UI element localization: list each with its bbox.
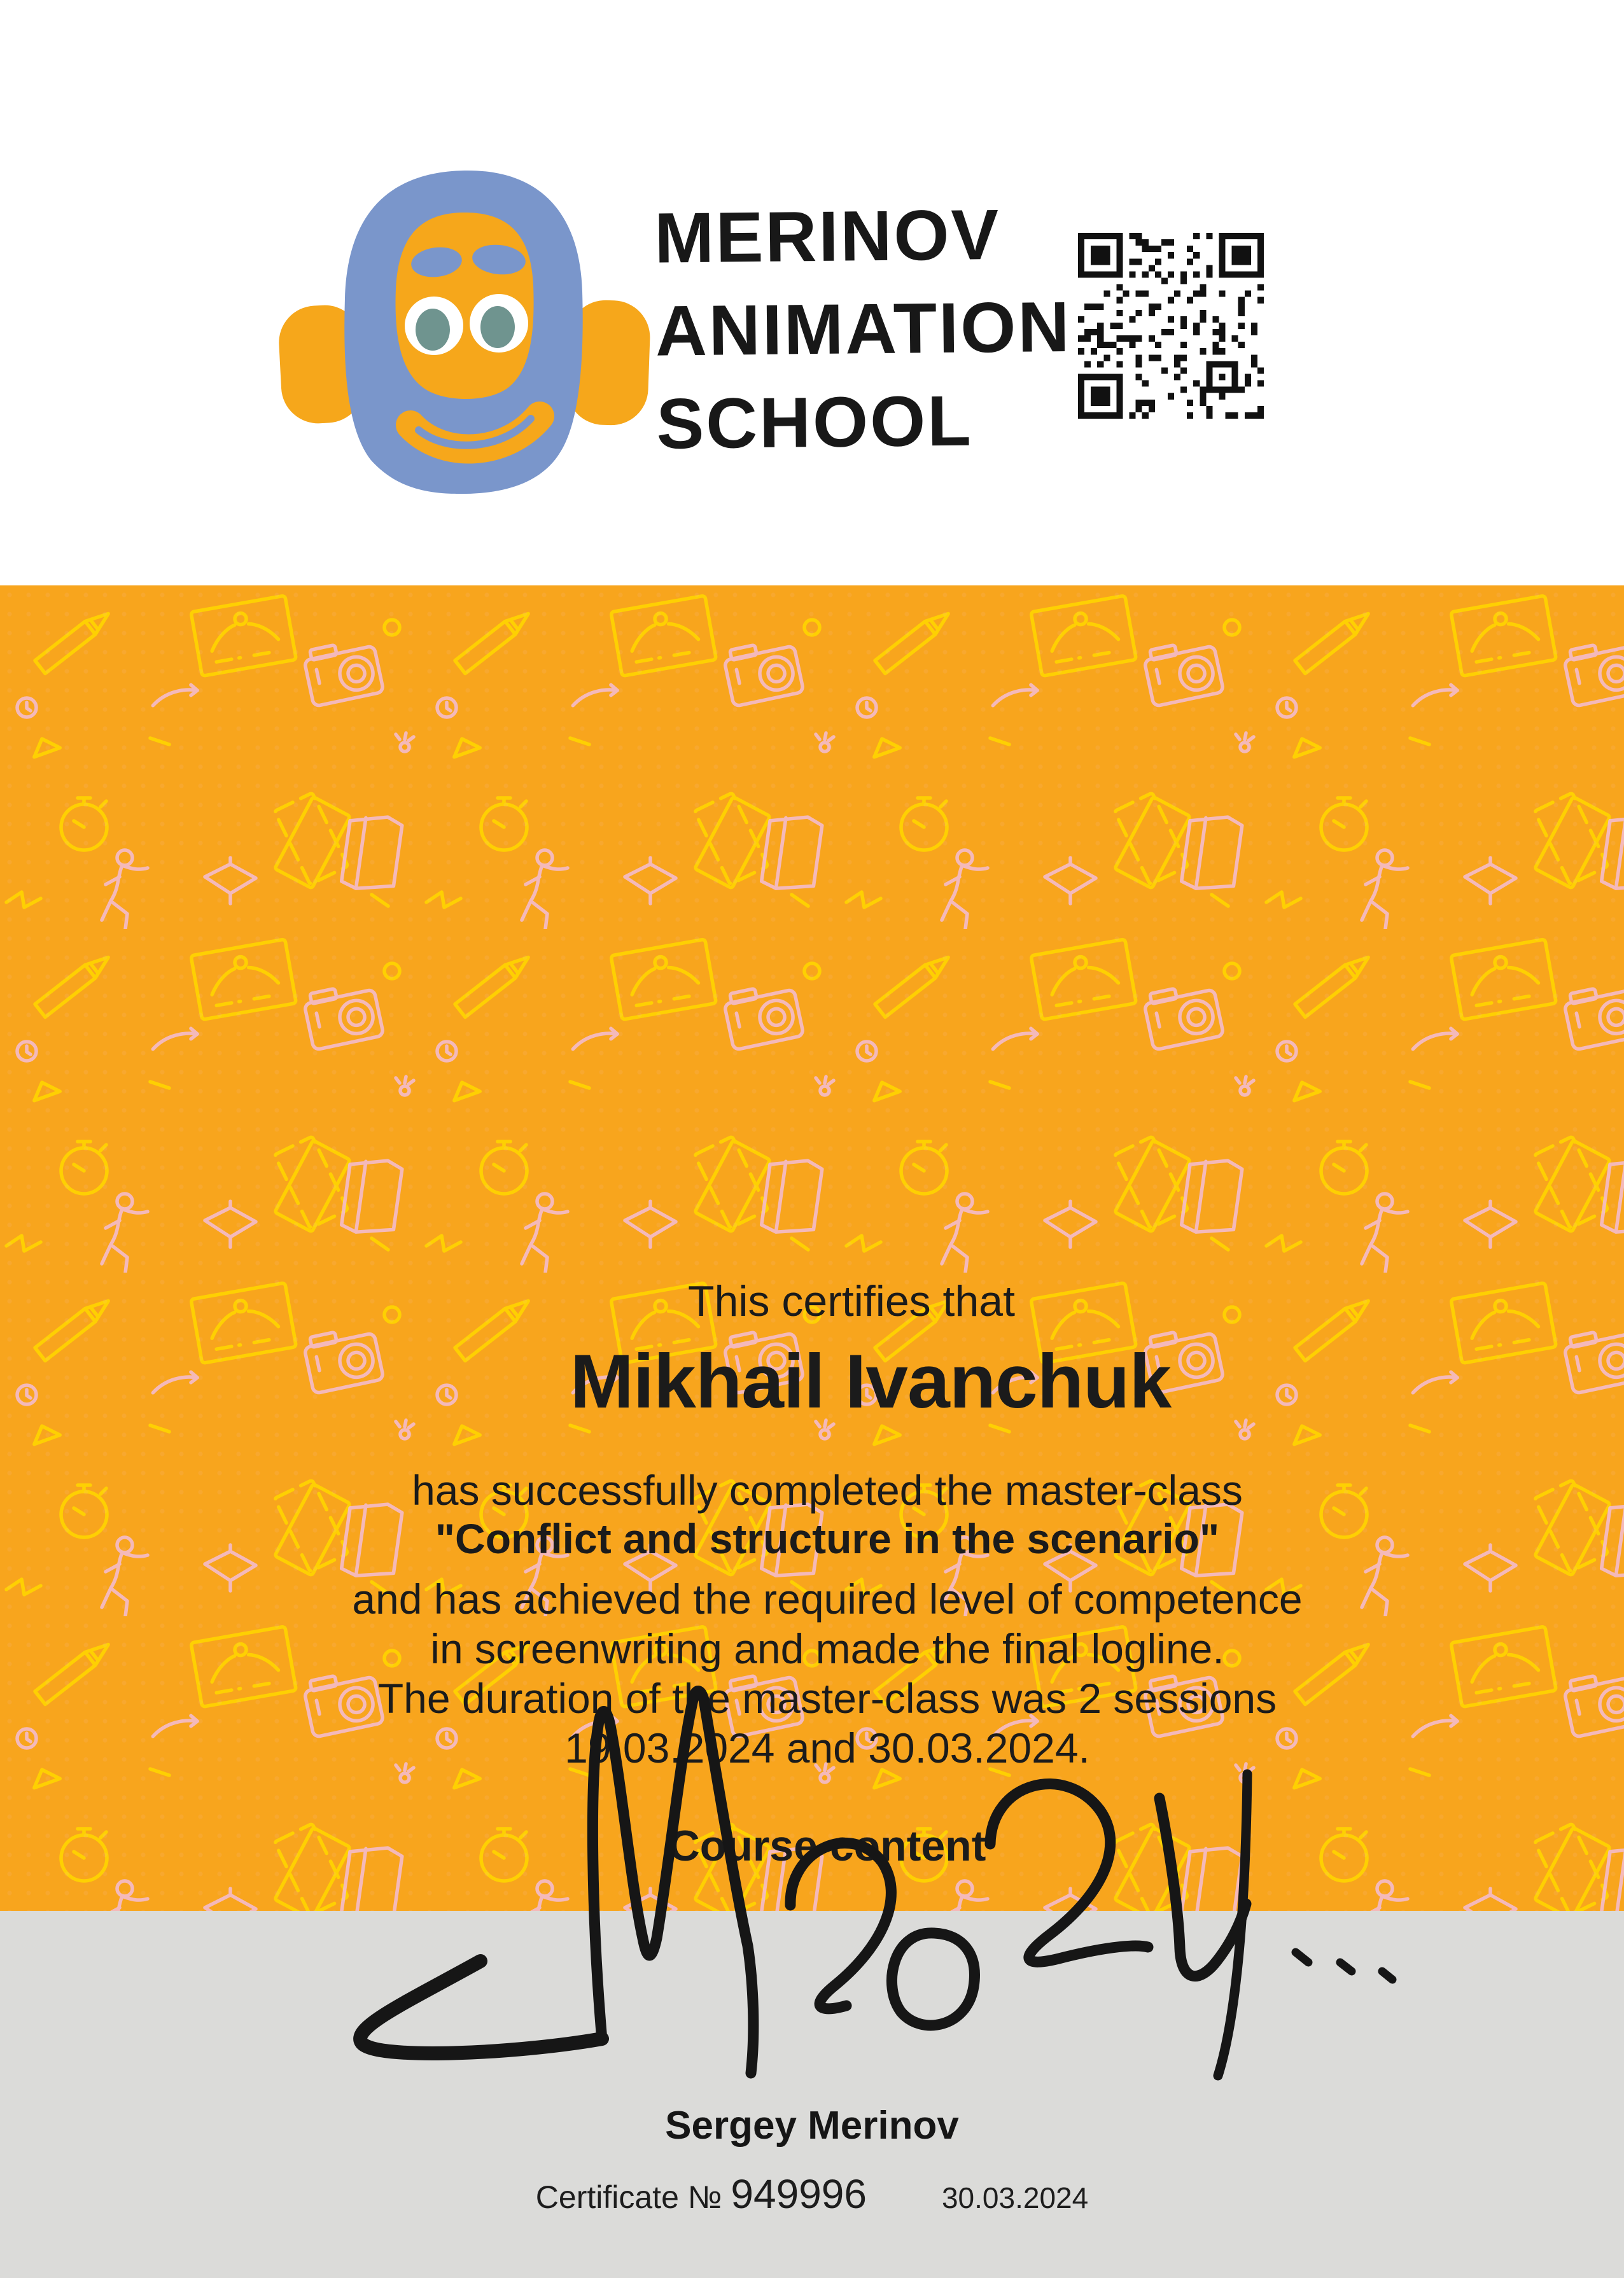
- course-content-heading: Course content: [668, 1822, 986, 1870]
- achievement-line-4: 19.03.2024 and 30.03.2024.: [564, 1724, 1090, 1771]
- certificate-number: 949996: [731, 2171, 867, 2217]
- completion-text: has successfully completed the master-class: [412, 1467, 1243, 1514]
- achievement-line-1: and has achieved the required level of competence: [352, 1576, 1303, 1623]
- certificate-label: Certificate №: [535, 2179, 722, 2215]
- certificate-date: 30.03.2024: [941, 2181, 1089, 2214]
- achievement-text: [15, 1574, 1624, 1773]
- recipient-name: Mikhail Ivanchuk: [570, 1339, 1172, 1424]
- school-name: [654, 187, 1103, 470]
- certifies-text: This certifies that: [688, 1277, 1015, 1325]
- course-title: "Conflict and structure in the scenario": [435, 1515, 1220, 1562]
- certificate-body: [0, 585, 1624, 1911]
- school-name-line-2: ANIMATION: [655, 286, 1072, 371]
- school-name-line-1: MERINOV: [654, 194, 1001, 278]
- footer: [0, 1911, 1624, 2278]
- achievement-line-2: in screenwriting and made the final logline.: [430, 1625, 1224, 1672]
- robot-face-icon: [274, 153, 655, 509]
- certificate-number-row: [0, 2170, 1624, 2218]
- achievement-line-3: The duration of the master-class was 2 sessions: [377, 1675, 1277, 1722]
- school-name-line-3: SCHOOL: [655, 381, 974, 464]
- qr-code: [1078, 233, 1264, 419]
- signer-name: Sergey Merinov: [665, 2104, 959, 2148]
- header: [0, 0, 1624, 585]
